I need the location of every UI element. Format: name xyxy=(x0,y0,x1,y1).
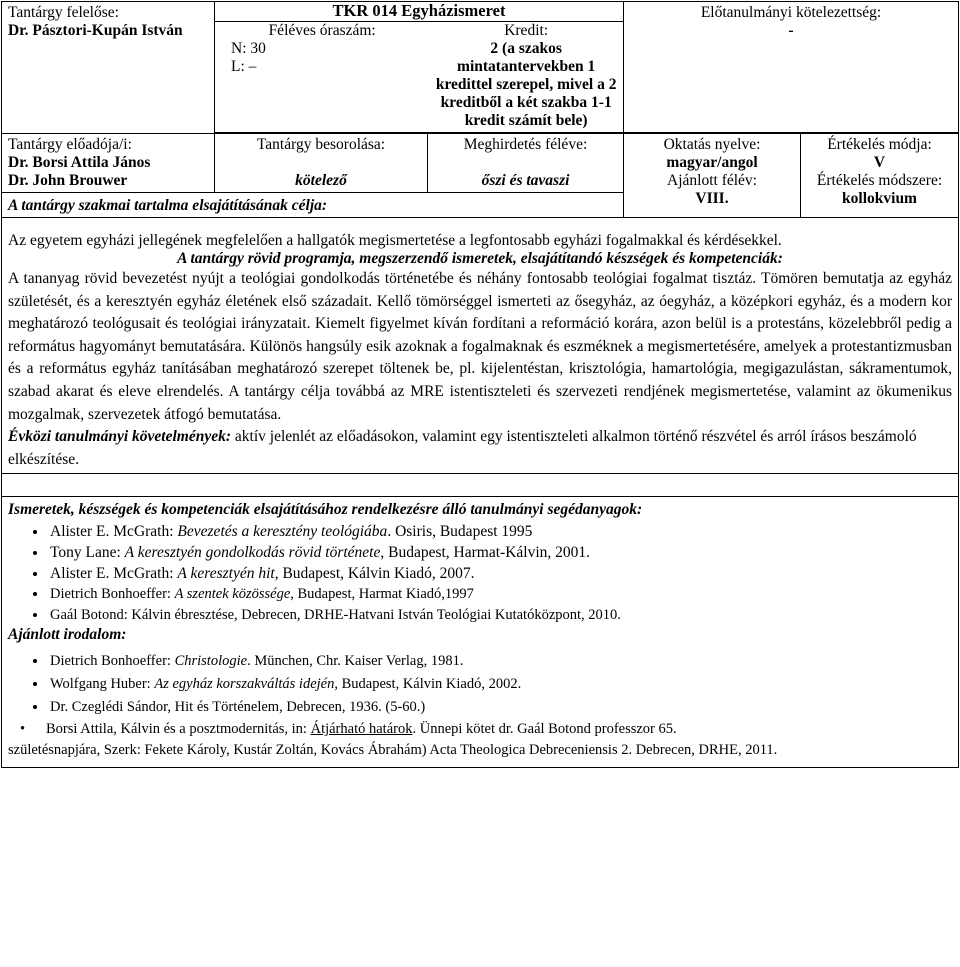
recommended-literature-label: Ajánlott irodalom: xyxy=(8,626,127,644)
eval-method-label: Értékelés módszere: xyxy=(816,172,943,189)
course-title: TKR 014 Egyházismeret xyxy=(215,2,623,22)
list-item: • Gaál Botond: Kálvin ébresztése, Debrecen, DRHE-Hatvani István Teológiai Kutatóközpont, 2010. xyxy=(48,605,952,626)
program-text: A tananyag rövid bevezetést nyújt a teológiai gondolkodás történetébe és néhány fontosabb teológiai fogalmat tisztáz. Tömören bemutatja az egyház születését, és a keresztyén egyház életének első századait. Kellő tömörséggel ismerteti az ősegyház, az óegyház, a középkori egyház, és a modern kor meghatározó teológusait és teológiai irányzatait. Kiemelt figyelmet kíván fordítani a reformáció korára, azon belül is a protestáns, közelebbről pedig a református hagyományt bemutatására. Különös hangsúly esik azoknak a fogalmaknak és eszméknek a megismertetésére, amelyek a protestantizmusban és a református egyház tanításában meghatározó szerepet töltenek be, pl. kijelentéstan, krisztológia, hamartológia, megigazulástan, sákramentumok, szabad akarat és eleve elrendelés. A tantárgy célja továbbá az MRE istentiszteleti és szervezeti rendjének megismertetése, valamint az ökumenikus mozgalmak, szervezetek átfogó bemutatása. xyxy=(8,270,953,423)
materials-list xyxy=(8,521,952,626)
list-item: • Dietrich Bonhoeffer: A szentek közössége, Budapest, Harmat Kiadó,1997 xyxy=(48,584,952,605)
list-item: • Dietrich Bonhoeffer: Christologie. München, Chr. Kaiser Verlag, 1981. xyxy=(48,650,952,673)
semester-value: őszi és tavaszi xyxy=(481,172,570,189)
semester-label: Meghirdetés féléve: xyxy=(463,136,588,153)
responsible-name: Dr. Pásztori-Kupán István xyxy=(8,22,183,39)
last-recommended-item: • Borsi Attila, Kálvin és a posztmodernitás, in: Átjárható határok. Ünnepi kötet dr. Gaál Botond professzor 65. xyxy=(8,719,952,740)
recommended-semester-value: VIII. xyxy=(695,190,729,207)
list-item: • Alister E. McGrath: A keresztyén hit, Budapest, Kálvin Kiadó, 2007. xyxy=(48,563,952,584)
category-label: Tantárgy besorolása: xyxy=(256,136,386,153)
credit-label: Kredit: xyxy=(504,22,549,39)
last-recommended-item-continuation: születésnapjára, Szerk: Fekete Károly, Kustár Zoltán, Kovács Ábrahám) Acta Theologica Debreceniensis 2. Debrecen, DRHE, 2011. xyxy=(8,742,778,759)
course-datasheet-table xyxy=(1,1,959,768)
program-label: A tantárgy rövid programja, megszerzendő ismeretek, elsajátítandó készségek és kompetenciák: xyxy=(177,250,783,267)
list-item: • Dr. Czeglédi Sándor, Hit és Történelem, Debrecen, 1936. (5-60.) xyxy=(48,696,952,719)
prereq-value: - xyxy=(788,22,794,39)
evaluation-cell xyxy=(801,134,959,218)
eval-mode-value: V xyxy=(873,154,886,171)
course-title-cell xyxy=(215,2,624,133)
main-content-cell xyxy=(2,218,959,474)
hours-n: N: 30 xyxy=(231,40,266,57)
eval-method-value: kollokvium xyxy=(842,190,917,207)
lecturer-name-2: Dr. John Brouwer xyxy=(8,172,128,189)
lecturer-label: Tantárgy előadója/i: xyxy=(8,136,132,153)
language-label: Oktatás nyelve: xyxy=(663,136,761,153)
recommended-literature-list xyxy=(8,650,952,719)
empty-row xyxy=(2,474,959,497)
prereq-cell xyxy=(624,2,959,133)
hours-l: L: – xyxy=(231,58,257,75)
responsible-label: Tantárgy felelőse: xyxy=(8,4,119,21)
requirements-label: Évközi tanulmányi követelmények: xyxy=(8,428,232,446)
list-item: • Tony Lane: A keresztyén gondolkodás rövid története, Budapest, Harmat-Kálvin, 2001. xyxy=(48,542,952,563)
eval-mode-label: Értékelés módja: xyxy=(827,136,932,153)
bullet-icon: • xyxy=(20,721,26,738)
hours-label: Féléves óraszám: xyxy=(268,22,376,39)
lecturer-cell xyxy=(2,134,215,193)
aim-label: A tantárgy szakmai tartalma elsajátításának célja: xyxy=(2,193,624,218)
language-cell xyxy=(624,134,801,218)
requirements-text: aktív jelenlét az előadásokon, valamint egy istentiszteleti alkalmon történő részvétel és arról írásos beszámoló elkészítése. xyxy=(8,428,917,468)
requirements-paragraph xyxy=(8,426,952,471)
list-item: • Wolfgang Huber: Az egyház korszakváltás idején, Budapest, Kálvin Kiadó, 2002. xyxy=(48,673,952,696)
lecturer-name-1: Dr. Borsi Attila János xyxy=(8,154,151,171)
materials-cell xyxy=(2,497,959,768)
semester-cell xyxy=(428,134,624,193)
credit-block xyxy=(429,22,623,130)
recommended-semester-label: Ajánlott félév: xyxy=(667,172,757,189)
list-item: • Alister E. McGrath: Bevezetés a keresztény teológiába. Osiris, Budapest 1995 xyxy=(48,521,952,542)
hours-block xyxy=(215,22,429,130)
materials-label: Ismeretek, készségek és kompetenciák elsajátításához rendelkezésre álló tanulmányi segédanyagok: xyxy=(8,501,643,519)
language-value: magyar/angol xyxy=(666,154,758,171)
responsible-cell xyxy=(2,2,215,134)
category-value: kötelező xyxy=(295,172,347,189)
credit-value: 2 (a szakos mintatantervekben 1 kredittel szerepel, mivel a 2 kreditből a két szakba 1-1 kredit számít bele) xyxy=(435,40,617,129)
aim-text: Az egyetem egyházi jellegének megfelelően a hallgatók megismertetése a legfontosabb egyházi fogalmakkal és kérdésekkel. xyxy=(8,232,782,249)
category-cell xyxy=(215,134,428,193)
prereq-label: Előtanulmányi kötelezettség: xyxy=(700,4,882,21)
